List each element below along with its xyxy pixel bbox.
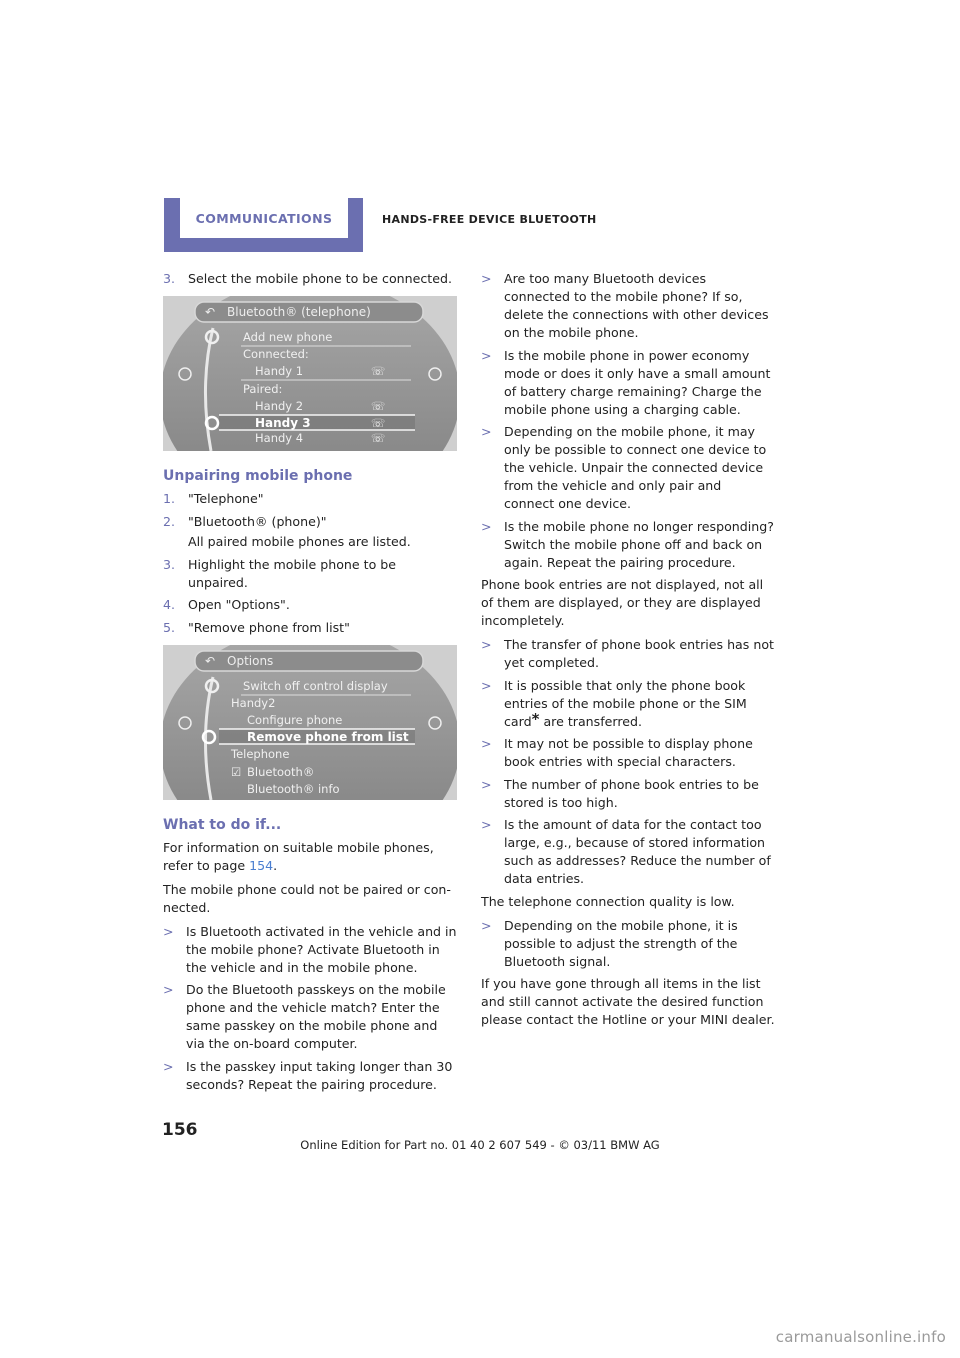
bullet-item <box>481 518 775 572</box>
step-number: 1. <box>163 491 176 506</box>
screen-item-bluetooth: Bluetooth® <box>247 764 315 779</box>
what-to-do-heading: What to do if... <box>163 816 282 833</box>
not-paired-paragraph: The mobile phone could not be paired or connected. <box>163 881 451 915</box>
bullet-arrow-icon: > <box>481 776 492 792</box>
bullet-item <box>481 677 775 731</box>
step-text: Highlight the mobile phone to be unpaired. <box>188 556 397 590</box>
step-number: 3. <box>163 271 176 286</box>
screen-item-paired: Paired: <box>243 382 283 396</box>
bullet-item <box>481 776 775 812</box>
phone-icon: ☏ <box>371 431 386 445</box>
bullet-item <box>481 636 775 672</box>
optional-equipment-star: * <box>531 709 540 728</box>
bullet-arrow-icon: > <box>163 923 174 939</box>
bullet-text: Is the mobile phone in power economy mode or does it only have a small amount of battery charge remaining? Charge the mobile phone using a charging cable. <box>504 347 771 417</box>
final-paragraph: If you have gone through all items in the list and still cannot activate the desired function please contact the Hotline or your MINI dealer. <box>481 976 775 1027</box>
right-column <box>481 270 775 1035</box>
bullet-arrow-icon: > <box>163 1058 174 1074</box>
options-screen <box>163 645 457 800</box>
step-number: 3. <box>163 556 176 572</box>
bullet-text: The number of phone book entries to be stored is too high. <box>504 776 759 810</box>
screen-item-add-new-phone: Add new phone <box>243 330 333 344</box>
screen-item-bluetooth-info: Bluetooth® info <box>247 781 340 796</box>
step-text: Select the mobile phone to be connected. <box>188 271 452 286</box>
bullet-text: Depending on the mobile phone, it may only be possible to connect one device to the vehicle. Unpair the connected device from the vehicle and only pair and connect one device. <box>504 424 767 511</box>
screen-item-handy-1: Handy 1 <box>255 364 304 378</box>
section-tab-label-box <box>180 198 348 238</box>
quality-paragraph: The telephone connection quality is low. <box>481 893 735 909</box>
unpair-step-1 <box>163 490 457 508</box>
step-number: 2. <box>163 513 176 529</box>
screen-item-handy-3: Handy 3 <box>255 416 311 430</box>
page-number: 156 <box>162 1120 198 1140</box>
chapter-title: HANDS-FREE DEVICE BLUETOOTH <box>382 213 597 226</box>
bullet-text: Are too many Bluetooth devices connected to the mobile phone? If so, delete the connections with other devices on the mobile phone. <box>504 271 769 340</box>
bullet-item <box>481 735 775 771</box>
bullet-text: Do the Bluetooth passkeys on the mobile phone and the vehicle match? Enter the same passkey on the mobile phone and via the on-board computer. <box>186 982 446 1051</box>
bullet-item <box>481 347 775 419</box>
footer-edition: Online Edition for Part no. 01 40 2 607 549 - © 03/11 BMW AG <box>300 1138 660 1152</box>
phone-icon: ☏ <box>371 364 386 378</box>
bullet-text: Is the mobile phone no longer responding? Switch the mobile phone off and back on again. Repeat the pairing procedure. <box>504 518 774 570</box>
screen-item-remove-phone: Remove phone from list <box>247 729 409 744</box>
info-paragraph <box>163 839 457 875</box>
screen-item-telephone: Telephone <box>231 746 290 761</box>
step-number: 4. <box>163 597 176 612</box>
bullet-item <box>163 1058 457 1094</box>
bullet-arrow-icon: > <box>481 817 492 832</box>
screen-title: Bluetooth® (telephone) <box>227 305 371 319</box>
bullet-arrow-icon: > <box>481 424 492 439</box>
bullet-item <box>481 423 775 513</box>
unpair-step-2 <box>163 513 457 531</box>
bullet-text: Is the passkey input taking longer than 30 seconds? Repeat the pairing procedure. <box>186 1058 453 1092</box>
unpairing-heading: Unpairing mobile phone <box>163 468 353 484</box>
bullet-arrow-icon: > <box>481 736 492 751</box>
info-text: For information on suitable mobile phones, refer to page <box>163 839 434 873</box>
bullet-arrow-icon: > <box>481 271 492 286</box>
bullet-item <box>481 816 775 888</box>
page-link[interactable]: 154 <box>249 857 274 873</box>
screen-back-arrow-icon: ↶ <box>205 653 216 668</box>
bullet-arrow-icon: > <box>481 677 492 693</box>
step-select-phone <box>163 270 457 288</box>
info-text-end: . <box>273 857 278 873</box>
watermark: carmanualsonline.info <box>775 1328 946 1346</box>
bullet-arrow-icon: > <box>481 518 492 534</box>
phone-icon: ☏ <box>371 416 386 430</box>
bullet-item <box>481 270 775 342</box>
screen-title: Options <box>227 653 274 668</box>
bullet-text: The transfer of phone book entries has not yet completed. <box>504 637 774 670</box>
bullet-text: Is Bluetooth activated in the vehicle and in the mobile phone? Activate Bluetooth in the vehicle and in the mobile phone. <box>186 923 457 975</box>
screen-item-connected: Connected: <box>243 347 309 361</box>
unpair-step-5 <box>163 619 457 637</box>
bullet-arrow-icon: > <box>481 347 492 363</box>
unpair-step-3 <box>163 556 457 592</box>
bullet-item <box>163 981 457 1053</box>
bullet-text <box>504 677 775 731</box>
phone-icon: ☏ <box>371 399 386 413</box>
left-column <box>163 270 457 1098</box>
step-text: "Telephone" <box>188 491 264 506</box>
screen-item-handy2: Handy2 <box>231 695 276 710</box>
bullet-text-part: are transferred. <box>539 713 642 729</box>
screen-item-switch-off: Switch off control display <box>243 678 388 693</box>
screen-item-configure-phone: Configure phone <box>247 712 343 727</box>
step-number: 5. <box>163 619 176 635</box>
bullet-arrow-icon: > <box>481 917 492 933</box>
bluetooth-telephone-screen <box>163 296 457 451</box>
checkbox-icon: ☑ <box>231 764 242 779</box>
screen-item-handy-4: Handy 4 <box>255 431 304 445</box>
bullet-arrow-icon: > <box>481 637 492 652</box>
bullet-text-part: It is possible that only the phone book entries of the mobile phone or the SIM card <box>504 677 747 729</box>
phonebook-paragraph: Phone book entries are not displayed, not all of them are displayed, or they are displayed incompletely. <box>481 577 764 628</box>
bullet-text: It may not be possible to display phone book entries with special characters. <box>504 736 753 769</box>
section-title: COMMUNICATIONS <box>195 210 333 226</box>
unpair-step-4 <box>163 596 457 614</box>
step-text: "Bluetooth® (phone)" <box>188 513 327 529</box>
bullet-text: Depending on the mobile phone, it is possible to adjust the strength of the Bluetooth signal. <box>504 917 738 969</box>
screen-item-handy-2: Handy 2 <box>255 399 304 413</box>
step-text: "Remove phone from list" <box>188 619 350 635</box>
step-text: Open "Options". <box>188 597 290 612</box>
unpair-step-2-note: All paired mobile phones are listed. <box>188 534 411 549</box>
screen-back-arrow-icon: ↶ <box>205 305 216 319</box>
bullet-item <box>481 917 775 971</box>
bullet-text: Is the amount of data for the contact too large, e.g., because of stored information such as addresses? Reduce the number of data entries. <box>504 817 771 886</box>
bullet-arrow-icon: > <box>163 982 174 997</box>
bullet-item <box>163 923 457 977</box>
